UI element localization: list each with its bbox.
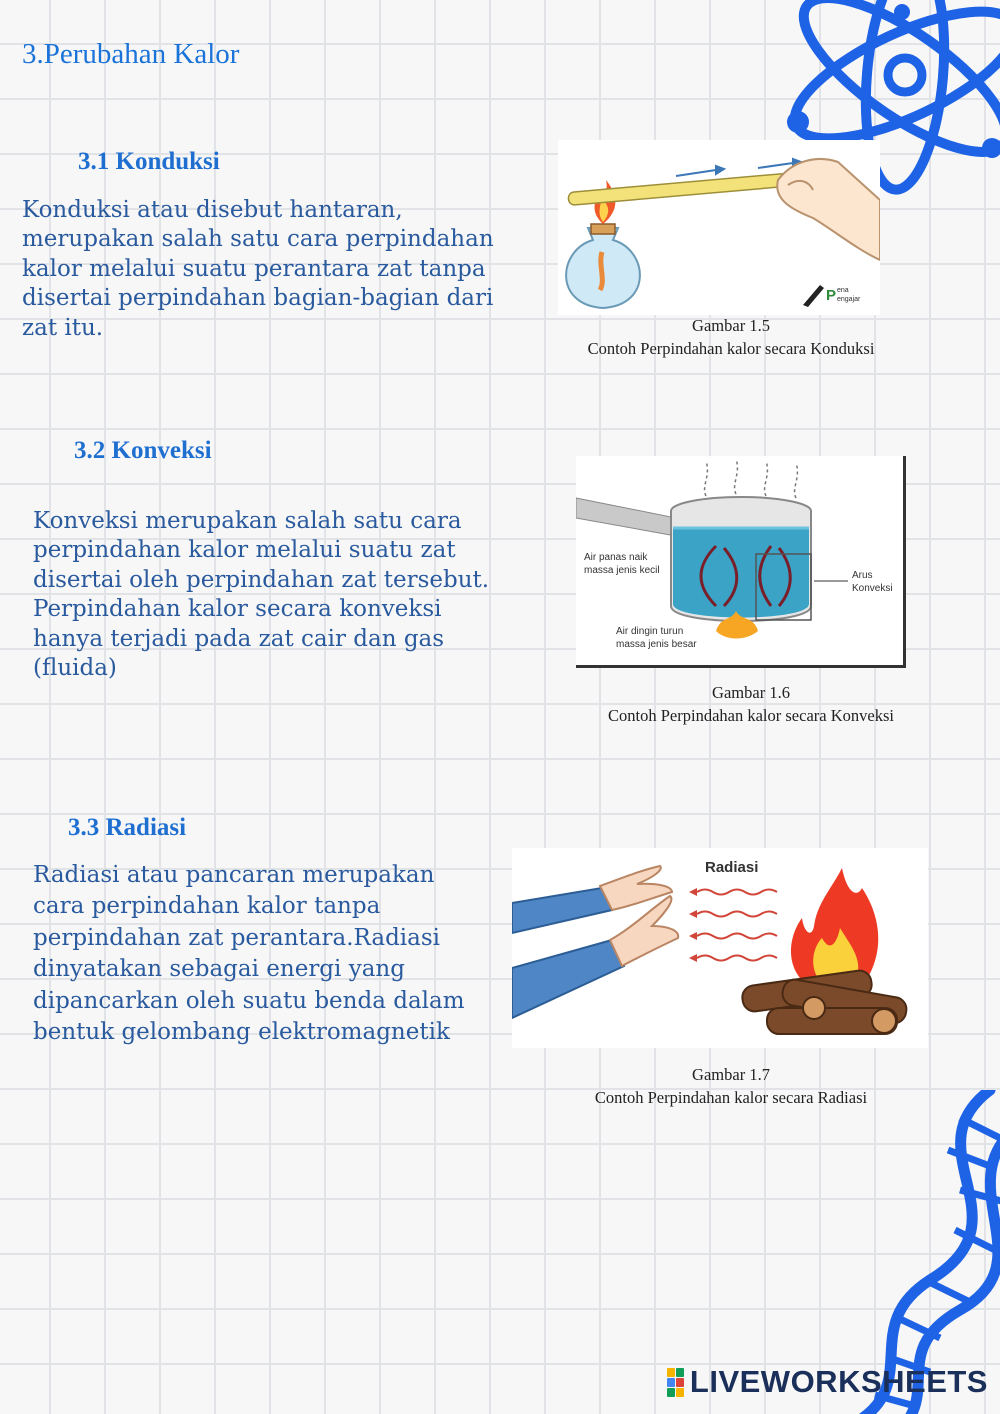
radiasi-illustration <box>512 848 928 1048</box>
konveksi-illustration <box>576 456 903 665</box>
section-heading-konduksi: 3.1 Konduksi <box>78 148 220 175</box>
caption-text: Contoh Perpindahan kalor secara Konduksi <box>587 339 875 358</box>
label-cold-water-2: massa jenis besar <box>616 639 697 650</box>
caption-text: Contoh Perpindahan kalor secara Konveksi <box>608 706 894 725</box>
liveworksheets-text: LIVEWORKSHEETS <box>689 1364 988 1399</box>
figure-konduksi <box>558 140 880 315</box>
liveworksheets-logo <box>667 1364 988 1400</box>
label-current-1: Arus <box>852 570 873 581</box>
svg-text:P: P <box>826 287 837 304</box>
figure-caption-radiasi <box>556 1063 906 1109</box>
paragraph-konduksi: Konduksi atau disebut hantaran, merupakan salah satu cara perpindahan kalor melalui suatu perantara zat tanpa disertai perpindahan bagian-bagian dari zat itu. <box>22 197 494 341</box>
label-current-2: Konveksi <box>852 583 893 594</box>
section-heading-konveksi: 3.2 Konveksi <box>74 437 212 464</box>
caption-number: Gambar 1.7 <box>692 1065 770 1084</box>
caption-number: Gambar 1.5 <box>692 316 770 335</box>
figure-radiasi <box>512 848 928 1048</box>
paragraph-radiasi: Radiasi atau pancaran merupakan cara perpindahan kalor tanpa perpindahan zat perantara.Radiasi dinyatakan sebagai energi yang dipancarkan oleh suatu benda dalam bentuk gelombang elektromagnetik <box>33 862 465 1046</box>
konduksi-illustration <box>558 140 880 315</box>
label-hot-water-2: massa jenis kecil <box>584 565 660 576</box>
liveworksheets-badge-icon <box>667 1368 684 1397</box>
label-hot-water-1: Air panas naik <box>584 552 648 563</box>
page-title: 3.Perubahan Kalor <box>22 38 240 70</box>
svg-text:ena: ena <box>837 287 849 294</box>
figure-caption-konduksi <box>556 314 906 360</box>
paragraph-konveksi: Konveksi merupakan salah satu cara perpindahan kalor melalui suatu zat disertai oleh perpindahan zat tersebut. Perpindahan kalor secara konveksi hanya terjadi pada zat cair dan gas (fluida) <box>33 508 490 682</box>
section-heading-radiasi: 3.3 Radiasi <box>68 814 187 841</box>
label-radiasi: Radiasi <box>705 859 759 876</box>
caption-number: Gambar 1.6 <box>712 683 790 702</box>
label-cold-water-1: Air dingin turun <box>616 626 684 637</box>
figure-konveksi <box>576 456 906 668</box>
pena-pengajar-logo <box>803 285 861 307</box>
figure-caption-konveksi <box>576 681 926 727</box>
caption-text: Contoh Perpindahan kalor secara Radiasi <box>594 1088 868 1107</box>
svg-text:engajar: engajar <box>837 296 861 303</box>
